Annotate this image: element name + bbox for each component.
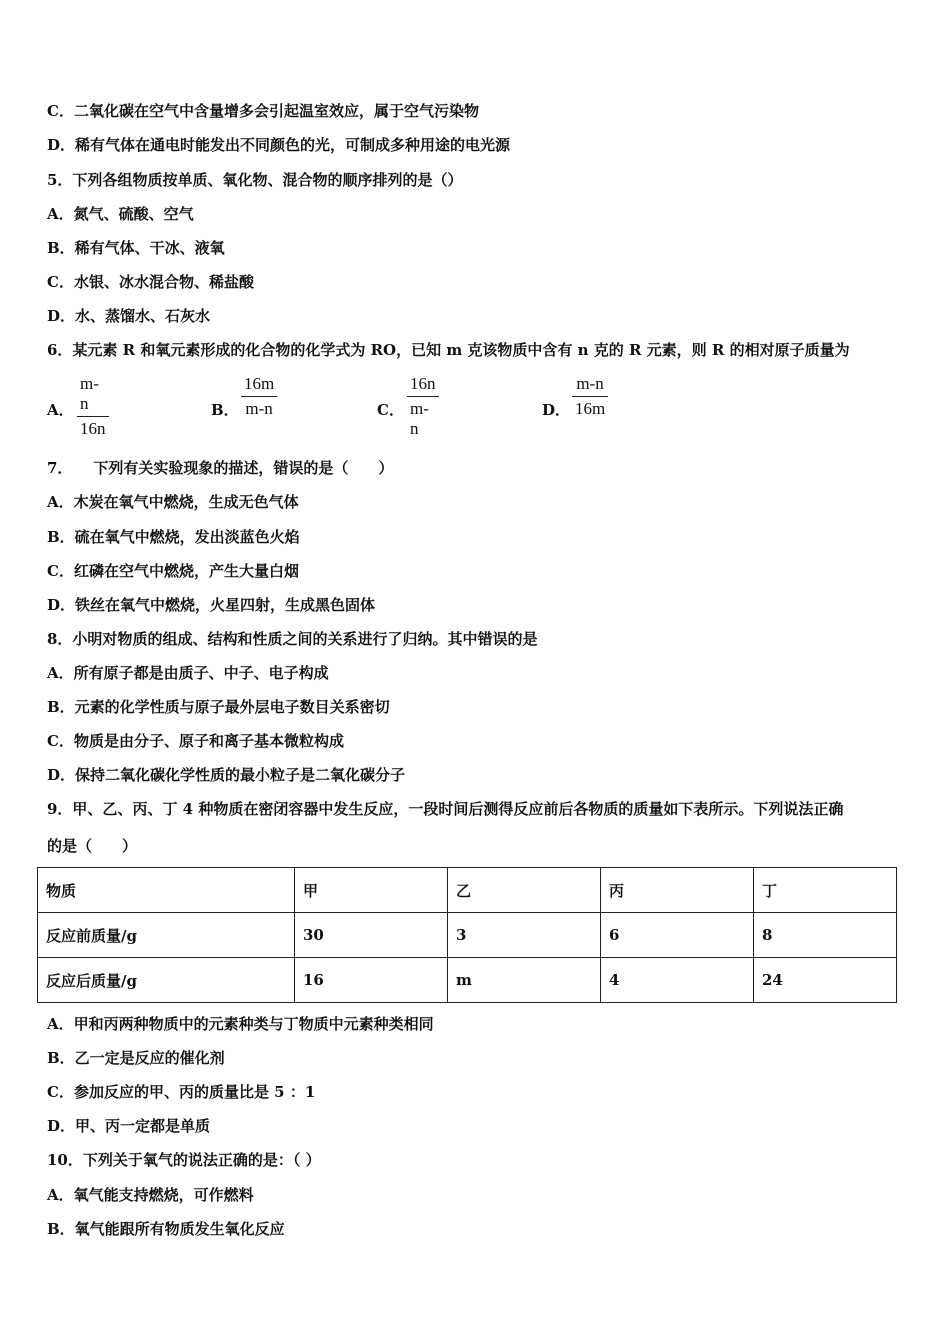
q9-option-d: D．甲、丙一定都是单质 [47,1117,211,1135]
q9-option-c: C．参加反应的甲、丙的质量比是 5 ：1 [47,1083,316,1101]
q7-stem: 7． 下列有关实验现象的描述，错误的是（ ） [47,459,394,477]
numerator: 16m [244,374,275,393]
fraction [572,374,608,419]
q6-options [47,372,907,438]
option-letter: B． [211,401,239,419]
q8-option-b: B．元素的化学性质与原子最外层电子数目关系密切 [47,698,390,716]
table-cell: 反应后质量/g [38,958,295,1003]
fraction-bar [241,396,277,397]
table-header-row [38,868,897,913]
table-cell: 反应前质量/g [38,913,295,958]
table-cell: 丁 [754,868,897,913]
fraction [407,374,439,439]
table-cell: 8 [754,913,897,958]
fraction-bar [572,396,608,397]
q9-stem-line1: 9．甲、乙、丙、丁 4 种物质在密闭容器中发生反应，一段时间后测得反应前后各物质的质量如下表所示。下列说法正确 [47,800,844,818]
option-letter: D． [542,401,571,419]
table-cell: m [448,958,601,1003]
q8-option-c: C．物质是由分子、原子和离子基本微粒构成 [47,732,344,750]
table-row [38,958,897,1003]
q5-option-c: C．水银、冰水混合物、稀盐酸 [47,273,254,291]
table-cell: 24 [754,958,897,1003]
option-letter: C． [377,401,404,419]
table-cell: 4 [601,958,754,1003]
fraction [77,374,109,439]
q4-option-d: D．稀有气体在通电时能发出不同颜色的光，可制成多种用途的电光源 [47,136,511,154]
q5-option-b: B．稀有气体、干冰、液氧 [47,239,225,257]
fraction [241,374,277,419]
q7-option-b: B．硫在氧气中燃烧，发出淡蓝色火焰 [47,528,300,546]
q10-option-a: A．氧气能支持燃烧，可作燃料 [47,1186,254,1204]
q5-stem: 5．下列各组物质按单质、氧化物、混合物的顺序排列的是（） [47,171,463,189]
numerator: m-n [80,374,99,413]
table-cell: 3 [448,913,601,958]
q10-option-b: B．氧气能跟所有物质发生氧化反应 [47,1220,285,1238]
denominator: 16n [80,419,106,438]
table-cell: 30 [295,913,448,958]
q8-option-a: A．所有原子都是由质子、中子、电子构成 [47,664,329,682]
denominator: m-n [410,399,429,438]
denominator: 16m [575,399,606,418]
table-row [38,913,897,958]
q9-mass-table [37,867,897,1003]
option-letter: A． [47,401,74,419]
table-cell: 甲 [295,868,448,913]
q8-option-d: D．保持二氧化碳化学性质的最小粒子是二氧化碳分子 [47,766,406,784]
numerator: 16n [410,374,436,393]
numerator: m-n [576,374,604,393]
q6-stem: 6．某元素 R 和氧元素形成的化合物的化学式为 RO，已知 m 克该物质中含有 n 克的 R 元素，则 R 的相对原子质量为 [47,341,850,359]
table-cell: 物质 [38,868,295,913]
q9-option-a: A．甲和丙两种物质中的元素种类与丁物质中元素种类相同 [47,1015,434,1033]
q9-option-b: B．乙一定是反应的催化剂 [47,1049,225,1067]
fraction-bar [407,396,439,397]
table-cell: 16 [295,958,448,1003]
denominator: m-n [245,399,273,418]
q8-stem: 8．小明对物质的组成、结构和性质之间的关系进行了归纳。其中错误的是 [47,630,538,648]
q10-stem: 10．下列关于氧气的说法正确的是：（ ） [47,1151,321,1169]
table-cell: 6 [601,913,754,958]
q9-stem-line2: 的是（ ） [47,837,138,855]
table-cell: 丙 [601,868,754,913]
q4-option-c: C．二氧化碳在空气中含量增多会引起温室效应，属于空气污染物 [47,102,479,120]
fraction-bar [77,416,109,417]
q7-option-d: D．铁丝在氧气中燃烧，火星四射，生成黑色固体 [47,596,376,614]
q5-option-d: D．水、蒸馏水、石灰水 [47,307,211,325]
q7-option-c: C．红磷在空气中燃烧，产生大量白烟 [47,562,299,580]
table-cell: 乙 [448,868,601,913]
q7-option-a: A．木炭在氧气中燃烧，生成无色气体 [47,493,299,511]
q5-option-a: A．氮气、硫酸、空气 [47,205,194,223]
